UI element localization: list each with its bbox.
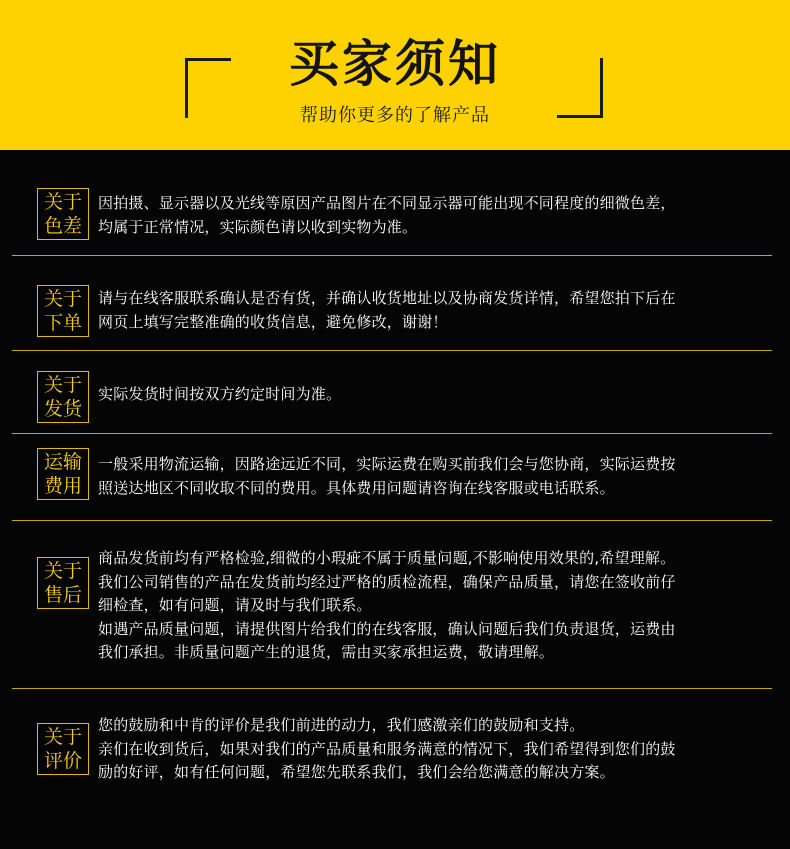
text-line: 如遇产品质量问题，请提供图片给我们的在线客服，确认问题后我们负责退货，运费由 <box>98 619 676 638</box>
tag-reviews <box>37 723 89 775</box>
text-line: 我们公司销售的产品在发货前均经过严格的质检流程，确保产品质量，请您在签收前仔 <box>98 572 676 591</box>
text-line: 我们承担。非质量问题产生的退货，需由买家承担运费，敬请理解。 <box>98 643 555 661</box>
tag-color-difference <box>37 188 89 240</box>
section-shipping-text <box>98 383 763 407</box>
section-after-sales-text <box>98 547 763 665</box>
section-shipping-fee-text <box>98 453 763 500</box>
section-divider <box>12 255 772 256</box>
text-line: 亲们在收到货后，如果对我们的产品质量和服务满意的情况下，我们希望得到您们的鼓 <box>98 739 676 758</box>
tag-line-2: 评价 <box>43 750 82 772</box>
section-divider <box>12 350 772 351</box>
tag-after-sales <box>37 557 89 609</box>
tag-line-2: 费用 <box>43 475 82 497</box>
tag-line-1: 关于 <box>43 560 82 582</box>
text-line: 您的鼓励和中肯的评价是我们前进的动力，我们感激亲们的鼓励和支持。 <box>98 716 585 734</box>
tag-line-2: 下单 <box>43 312 82 334</box>
page-subtitle: 帮助你更多的了解产品 <box>300 105 490 126</box>
text-line: 一般采用物流运输，因路途远近不同，实际运费在购买前我们会与您协商，实际运费按 <box>98 455 676 473</box>
section-divider <box>12 433 772 434</box>
tag-line-2: 发货 <box>43 398 82 420</box>
text-line: 商品发货前均有严格检验,细微的小瑕疵不属于质量问题,不影响使用效果的,希望理解。 <box>98 549 676 567</box>
page-title: 买家须知 <box>289 35 501 93</box>
section-color-difference-text <box>98 192 763 239</box>
tag-line-1: 关于 <box>43 288 82 310</box>
text-line: 照送达地区不同收取不同的费用。具体费用问题请咨询在线客服或电话联系。 <box>98 478 615 497</box>
tag-line-2: 售后 <box>43 584 82 606</box>
tag-line-2: 色差 <box>43 215 82 237</box>
tag-line-1: 关于 <box>43 191 82 213</box>
text-line: 因拍摄、显示器以及光线等原因产品图片在不同显示器可能出现不同程度的细微色差， <box>98 194 676 212</box>
tag-line-1: 关于 <box>43 374 82 396</box>
tag-shipping-fee <box>37 448 89 500</box>
section-divider <box>12 520 772 521</box>
section-ordering-text <box>98 287 763 334</box>
tag-line-1: 运输 <box>43 451 82 473</box>
tag-shipping <box>37 371 89 423</box>
text-line: 网页上填写完整准确的收货信息，避免修改，谢谢！ <box>98 312 448 331</box>
text-line: 细检查，如有问题，请及时与我们联系。 <box>98 596 372 614</box>
section-divider <box>12 688 772 689</box>
section-reviews-text <box>98 714 763 785</box>
text-line: 均属于正常情况，实际颜色请以收到实物为准。 <box>98 217 418 236</box>
header-banner <box>0 0 790 150</box>
text-line: 请与在线客服联系确认是否有货，并确认收货地址以及协商发货详情，希望您拍下后在 <box>98 289 676 307</box>
text-line: 实际发货时间按双方约定时间为准。 <box>98 385 342 403</box>
tag-line-1: 关于 <box>43 726 82 748</box>
tag-ordering <box>37 285 89 337</box>
text-line: 励的好评，如有任何问题，希望您先联系我们，我们会给您满意的解决方案。 <box>98 763 615 781</box>
